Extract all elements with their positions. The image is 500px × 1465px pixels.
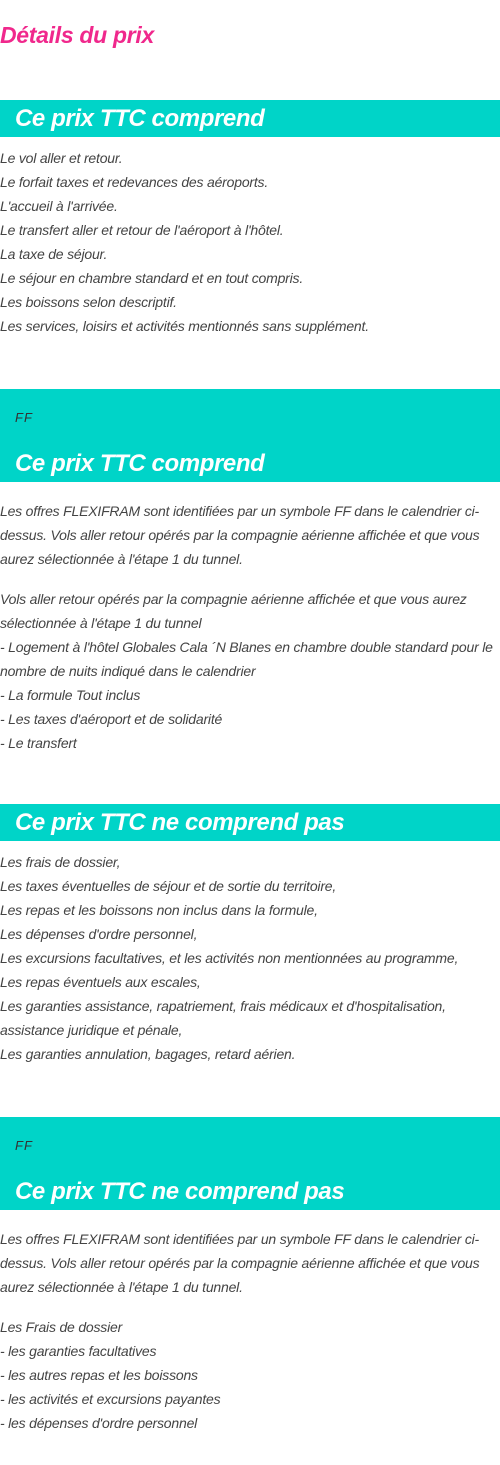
- list-item: Les excursions facultatives, et les activités non mentionnées au programme,: [0, 950, 459, 966]
- list-item: Le transfert aller et retour de l'aéroport à l'hôtel.: [0, 222, 284, 238]
- list-item: - Le transfert: [0, 735, 77, 751]
- page-title: Détails du prix: [0, 22, 154, 48]
- list-item: Le vol aller et retour.: [0, 150, 123, 166]
- ff-tag: FF: [15, 1138, 33, 1153]
- list-item: Le séjour en chambre standard et en tout compris.: [0, 270, 304, 286]
- list-item: - les dépenses d'ordre personnel: [0, 1415, 198, 1431]
- list-item: Les services, loisirs et activités mentionnés sans supplément.: [0, 318, 369, 334]
- excluded-list: [0, 850, 500, 1066]
- section-price-includes: [0, 100, 500, 338]
- list-item: Les taxes éventuelles de séjour et de sortie du territoire,: [0, 878, 337, 894]
- list-item: Les dépenses d'ordre personnel,: [0, 926, 198, 942]
- ff-details-text: Vols aller retour opérés par la compagnie aérienne affichée et que vous aurez sélectionnée à l'étape 1 du tunnel: [0, 591, 467, 631]
- section-banner: [0, 100, 500, 137]
- included-list: [0, 146, 500, 338]
- section-banner: [0, 1117, 500, 1210]
- section-title: Ce prix TTC comprend: [15, 450, 265, 477]
- ff-tag: FF: [15, 410, 33, 425]
- list-item: - Les taxes d'aéroport et de solidarité: [0, 711, 223, 727]
- list-item: Les boissons selon descriptif.: [0, 294, 177, 310]
- list-item: L'accueil à l'arrivée.: [0, 198, 118, 214]
- section-title: Ce prix TTC ne comprend pas: [15, 809, 345, 836]
- list-item: La taxe de séjour.: [0, 246, 108, 262]
- list-item: - les autres repas et les boissons: [0, 1367, 198, 1383]
- list-item: Le forfait taxes et redevances des aéroports.: [0, 174, 269, 190]
- list-item: - les activités et excursions payantes: [0, 1391, 221, 1407]
- ff-included-list: [0, 635, 500, 755]
- section-title: Ce prix TTC ne comprend pas: [15, 1178, 345, 1205]
- ff-excluded-list: [0, 1339, 500, 1435]
- section-ff-price-excludes: [0, 1117, 500, 1435]
- list-item: - les garanties facultatives: [0, 1343, 157, 1359]
- ff-intro-text: Les offres FLEXIFRAM sont identifiées par un symbole FF dans le calendrier ci-dessus. Vols aller retour opérés par la compagnie aérienne affichée et que vous aurez sélectionnée à l'étape 1 du tunnel.: [0, 1231, 480, 1295]
- section-ff-price-includes: [0, 389, 500, 755]
- section-banner: [0, 804, 500, 841]
- list-item: - Logement à l'hôtel Globales Cala ´N Blanes en chambre double standard pour le nombre de nuits indiqué dans le calendrier: [0, 639, 493, 679]
- list-item: Les garanties assistance, rapatriement, frais médicaux et d'hospitalisation, assistance juridique et pénale,: [0, 998, 446, 1038]
- ff-details-text: Les Frais de dossier: [0, 1319, 123, 1335]
- list-item: Les repas éventuels aux escales,: [0, 974, 201, 990]
- list-item: - La formule Tout inclus: [0, 687, 141, 703]
- list-item: Les frais de dossier,: [0, 854, 121, 870]
- ff-intro-text: Les offres FLEXIFRAM sont identifiées par un symbole FF dans le calendrier ci-dessus. Vols aller retour opérés par la compagnie aérienne affichée et que vous aurez sélectionnée à l'étape 1 du tunnel.: [0, 503, 480, 567]
- list-item: Les repas et les boissons non inclus dans la formule,: [0, 902, 318, 918]
- list-item: Les garanties annulation, bagages, retard aérien.: [0, 1046, 296, 1062]
- section-price-excludes: [0, 804, 500, 1066]
- section-title: Ce prix TTC comprend: [15, 105, 265, 132]
- section-banner: [0, 389, 500, 482]
